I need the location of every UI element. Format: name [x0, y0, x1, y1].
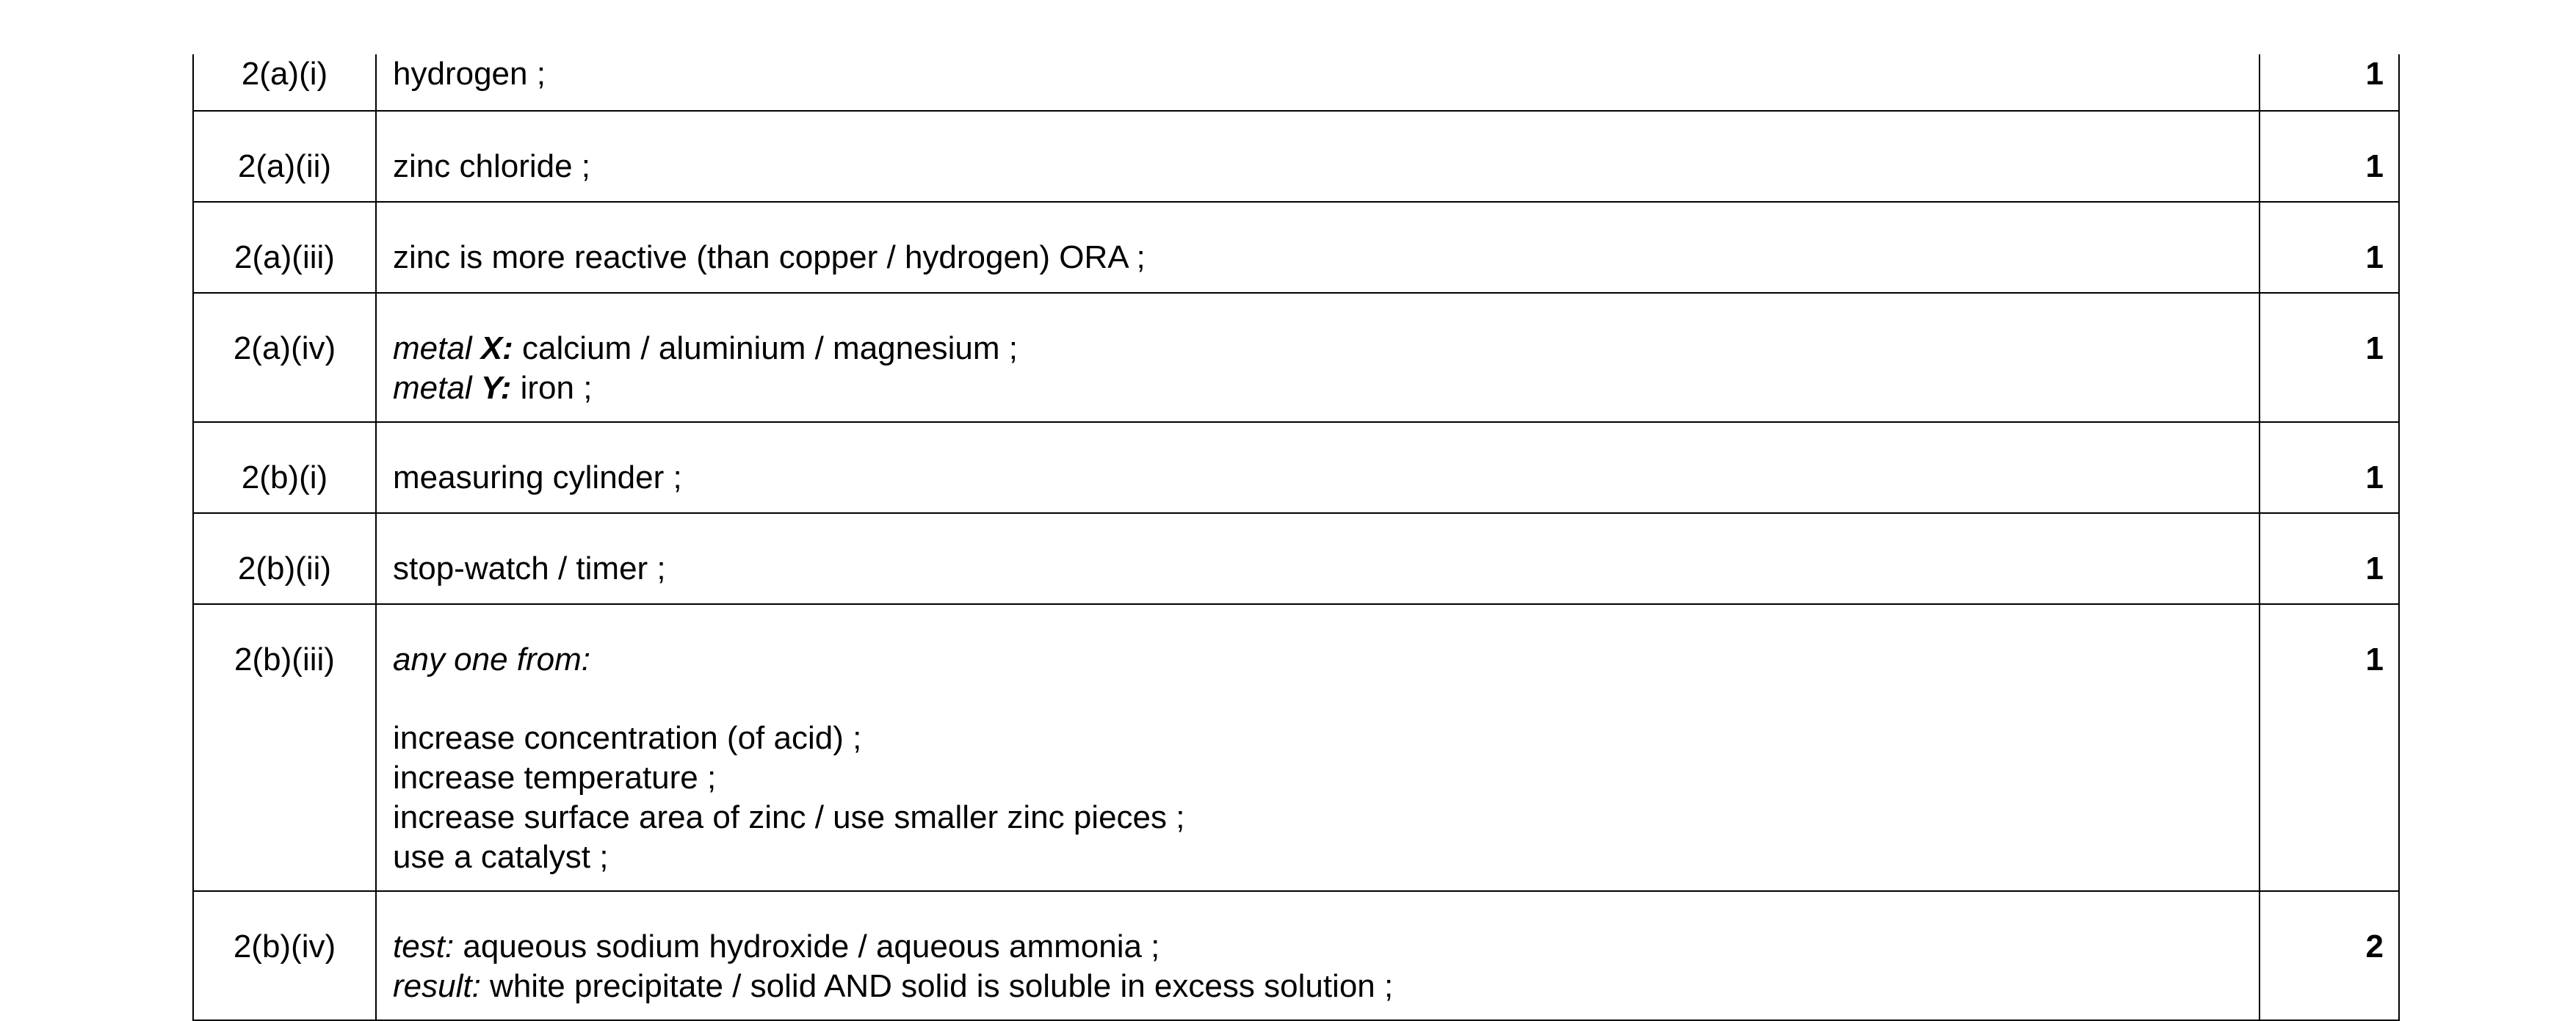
answer-cell: [376, 422, 2260, 513]
question-number: 2(a)(iv): [193, 293, 376, 422]
marks-value: 1: [2260, 54, 2399, 111]
answer-line-metal-x: [393, 329, 2243, 368]
table-row: [193, 891, 2399, 1020]
answer-text: hydrogen ;: [393, 56, 546, 92]
answer-option: increase concentration (of acid) ;: [393, 720, 862, 756]
answer-line-result: [393, 967, 2243, 1006]
metal-symbol: X:: [480, 330, 513, 366]
answer-text: aqueous sodium hydroxide / aqueous ammonia ;: [454, 929, 1160, 964]
marks-value: 1: [2260, 293, 2399, 422]
metal-label: metal: [393, 330, 481, 366]
answer-cell: [376, 604, 2260, 891]
answer-text: zinc chloride ;: [393, 148, 591, 184]
answer-text: white precipitate / solid AND solid is soluble in excess solution ;: [480, 968, 1394, 1004]
marks-value: 1: [2260, 111, 2399, 202]
table-row: [193, 202, 2399, 293]
marks-value: 2: [2260, 891, 2399, 1020]
question-number: 2(a)(i): [193, 54, 376, 111]
question-number: 2(b)(iii): [193, 604, 376, 891]
answer-cell: [376, 513, 2260, 604]
question-number: 2(b)(ii): [193, 513, 376, 604]
table-row: [193, 422, 2399, 513]
marks-value: 1: [2260, 513, 2399, 604]
answer-option: increase temperature ;: [393, 760, 717, 796]
marks-value: 1: [2260, 202, 2399, 293]
table-row: [193, 54, 2399, 111]
answer-text: zinc is more reactive (than copper / hydrogen) ORA ;: [393, 239, 1146, 275]
answer-option: use a catalyst ;: [393, 839, 609, 875]
answer-option: increase surface area of zinc / use smaller zinc pieces ;: [393, 799, 1185, 835]
answer-line-metal-y: [393, 368, 2243, 408]
question-number: 2(b)(i): [193, 422, 376, 513]
answer-text: measuring cylinder ;: [393, 459, 682, 495]
question-number: 2(a)(ii): [193, 111, 376, 202]
question-number: 2(a)(iii): [193, 202, 376, 293]
table-row: [193, 293, 2399, 422]
table-row: [193, 111, 2399, 202]
mark-scheme-table: [192, 54, 2400, 1021]
metal-symbol: Y:: [480, 370, 512, 406]
answer-line-test: [393, 927, 2243, 967]
spacer: [393, 680, 2243, 719]
result-label: result:: [393, 968, 481, 1004]
question-number: 2(b)(iv): [193, 891, 376, 1020]
answer-cell: [376, 54, 2260, 111]
answer-cell: [376, 111, 2260, 202]
answer-text: iron ;: [511, 370, 593, 406]
metal-label: metal: [393, 370, 481, 406]
test-label: test:: [393, 929, 455, 964]
answer-text: calcium / aluminium / magnesium ;: [513, 330, 1018, 366]
table-row: [193, 513, 2399, 604]
marks-value: 1: [2260, 422, 2399, 513]
answer-cell: [376, 891, 2260, 1020]
table-row: [193, 604, 2399, 891]
marks-value: 1: [2260, 604, 2399, 891]
answer-cell: [376, 293, 2260, 422]
answer-intro: any one from:: [393, 642, 591, 677]
answer-text: stop-watch / timer ;: [393, 551, 666, 586]
answer-cell: [376, 202, 2260, 293]
